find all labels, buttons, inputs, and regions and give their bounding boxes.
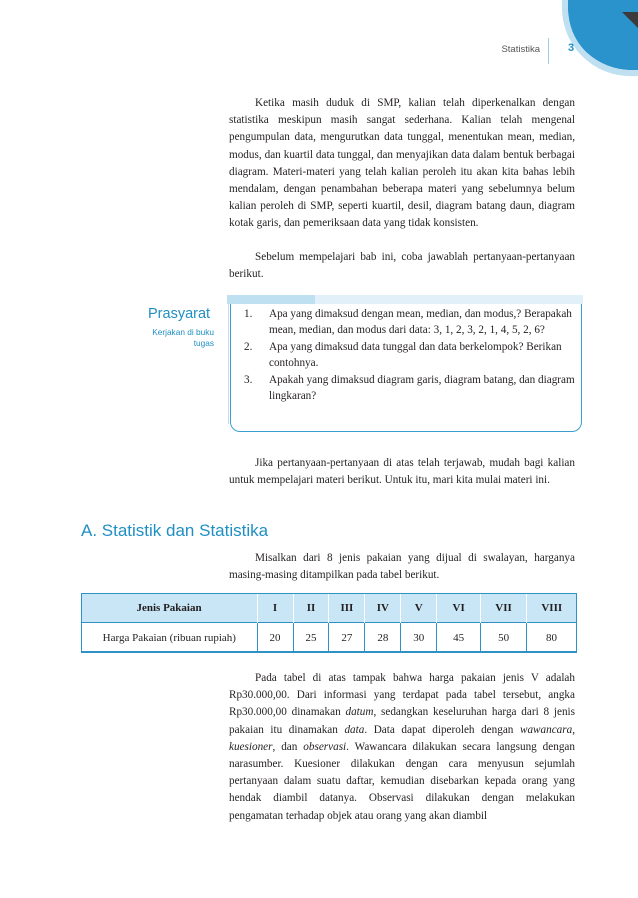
prasyarat-question: 3. Apakah yang dimaksud diagram garis, diagram batang, dan diagram lingkaran? [244, 373, 575, 403]
table-header-row [82, 593, 577, 623]
price-table [81, 593, 577, 653]
table-row-label: Harga Pakaian (ribuan rupiah) [82, 623, 258, 653]
prasyarat-subtitle: Kerjakan di buku tugas [152, 327, 214, 348]
table-column-header: IV [365, 593, 401, 623]
table-column-header: VIII [527, 593, 577, 623]
prasyarat-question: 1. Apa yang dimaksud dengan mean, median, dan modus,? Berapakah mean, median, dan modus dari data: 3, 1, 2, 3, 2, 1, 4, 5, 2, 6? [244, 308, 572, 337]
table-column-header: VI [437, 593, 481, 623]
table-header-label: Jenis Pakaian [82, 593, 258, 623]
term-wawancara: wawancara [519, 723, 573, 736]
term-observasi: observasi [303, 740, 347, 753]
term-kuesioner: kuesioner [229, 740, 273, 753]
prasyarat-side-line [228, 304, 229, 424]
page-number: 3 [567, 42, 575, 54]
page-corner-decoration [538, 0, 638, 80]
table-cell: 30 [401, 623, 437, 653]
table-cell: 20 [257, 623, 293, 653]
intro-paragraph-1: Ketika masih duduk di SMP, kalian telah diperkenalkan dengan statistika meskipun masih sangat sederhana. Kalian telah mengenal pengumpulan data, mengurutkan data tunggal, menentukan mean, median, modus, dan kuartil data tunggal, dan menyajikan data dalam bentuk berbagai diagram. Materi-materi yang telah kalian peroleh itu akan kita bahas lebih mendalam, dengan penambahan beberapa materi yang sebelumnya belum kalian peroleh di SMP, seperti kuartil, desil, diagram batang daun, diagram kotak garis, dan pemeriksaan data yang tidak konsisten. [229, 97, 575, 230]
table-cell: 28 [365, 623, 401, 653]
table-cell: 27 [329, 623, 365, 653]
intro-paragraph-2: Sebelum mempelajari bab ini, coba jawablah pertanyaan-pertanyaan berikut. [229, 251, 575, 281]
prasyarat-top-bar-light [315, 295, 583, 304]
table-column-header: VII [481, 593, 527, 623]
table-column-header: V [401, 593, 437, 623]
table-column-header: I [257, 593, 293, 623]
table-column-header: III [329, 593, 365, 623]
prasyarat-title: Prasyarat [148, 306, 211, 322]
term-datum: datum [345, 706, 374, 719]
table-cell: 50 [481, 623, 527, 653]
table-cell: 25 [293, 623, 329, 653]
prasyarat-question: 2. Apa yang dimaksud data tunggal dan data berkelompok? Berikan contohnya. [244, 340, 562, 370]
transition-paragraph: Jika pertanyaan-pertanyaan di atas telah terjawab, mudah bagi kalian untuk mempelajari materi berikut. Untuk itu, mari kita mulai materi ini. [229, 457, 575, 487]
table-row [82, 623, 577, 653]
section-intro-paragraph: Misalkan dari 8 jenis pakaian yang dijual di swalayan, harganya masing-masing ditampilkan pada tabel berikut. [229, 552, 575, 582]
running-header-chapter: Statistika [501, 44, 540, 55]
term-data: data [344, 723, 365, 736]
table-column-header: II [293, 593, 329, 623]
table-cell: 80 [527, 623, 577, 653]
header-divider [548, 38, 549, 64]
section-heading: A. Statistik dan Statistika [81, 521, 269, 540]
table-cell: 45 [437, 623, 481, 653]
prasyarat-question-list [244, 306, 576, 404]
prasyarat-top-bar [227, 295, 315, 304]
closing-paragraph: Pada tabel di atas tampak bahwa harga pakaian jenis V adalah Rp30.000,00. Dari informasi yang terdapat pada tabel tersebut, angka Rp30.000,00 dinamakan datum, sedangkan keseluruhan harga dari 8 jenis pakaian itu dinamakan data. Data dapat diperoleh dengan wawancara, kuesioner, dan observasi. Wawancara dilakukan secara langsung dengan narasumber. Kuesioner dilakukan dengan cara menyusun sejumlah pertanyaan dalam suatu daftar, kemudian disebarkan kepada orang yang hendak diambil datanya. Observasi dilakukan dengan melakukan pengamatan terhadap objek atau orang yang akan diambil [229, 672, 575, 822]
